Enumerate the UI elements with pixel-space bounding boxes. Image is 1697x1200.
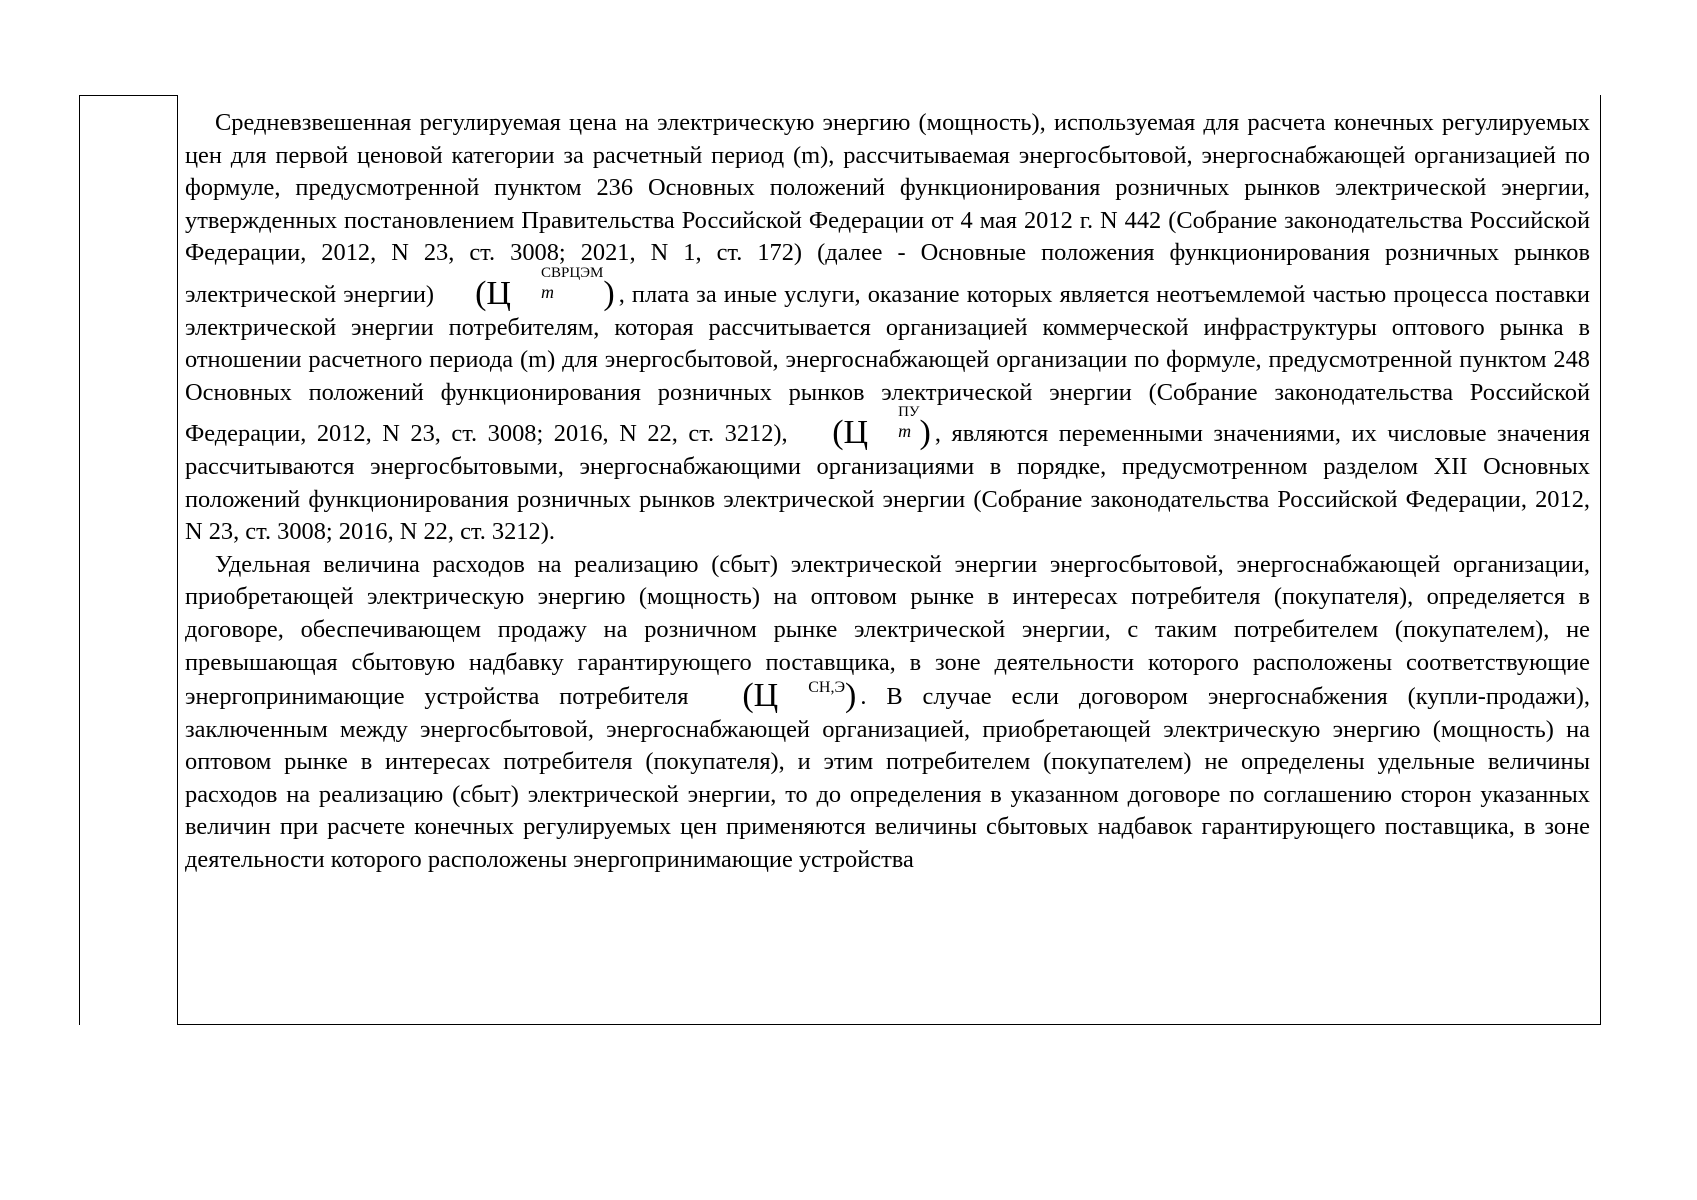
paragraph-2-text-a: Удельная величина расходов на реализацию (сбыт) электрической энергии энергосбытовой, энергоснабжающей организации, приобретающей электрическую энергию (мощность) на оптовом рынке в интересах потребителя (покупателя), определяется в договоре, обеспечивающем продажу на розничном рынке электрической энергии, с таким потребителем (покупателем), не превышающая сбытовую надбавку гарантирующего поставщика, в зоне деятельности которого расположены соответствующие энергопринимающие устройства потребителя xyxy=(185,550,1590,711)
formula-subscript: m xyxy=(540,281,554,302)
paragraph-2 xyxy=(185,549,1590,877)
formula-symbol: Ц xyxy=(486,274,511,312)
formula-open-paren: ( xyxy=(475,274,487,312)
formula-symbol: Ц xyxy=(753,677,779,715)
formula-symbol: Ц xyxy=(843,414,869,452)
paragraph-1-text-c: , являются переменными значениями, их числовые значения рассчитываются энергосбытовыми, энергоснабжающими организациями в порядке, предусмотренном разделом XII Основных положений функционирования розничных рынков электрической энергии (Собрание законодательства Российской Федерации, 2012, N 23, ст. 3008; 2016, N 22, ст. 3212). xyxy=(185,420,1591,546)
document-text xyxy=(185,107,1590,877)
formula-close-paren: ) xyxy=(845,677,857,715)
formula-subscript: m xyxy=(898,421,912,442)
paragraph-1-text-b: , плата за иные услуги, оказание которых является неотъемлемой частью процесса поставки электрической энергии потребителям, которая рассчитывается организацией коммерческой инфраструктуры оптового рынка в отношении расчетного периода (m) для энергосбытовой, энергоснабжающей организации по формуле, предусмотренной пунктом 248 Основных положений функционирования розничных рынков электрической энергии (Собрание законодательства Российской Федерации, 2012, N 23, ст. 3008; 2016, N 22, ст. 3212), xyxy=(185,280,1590,448)
formula-close-paren: ) xyxy=(603,274,615,312)
paragraph-2-text-b: . В случае если договором энергоснабжения (купли-продажи), заключенным между энергосбытовой, энергоснабжающей организацией, приобретающей электрическую энергию (мощность) на оптовом рынке в интересах потребителя (покупателя), и этим потребителем (покупателем) не определены удельные величины расходов на реализацию (сбыт) электрической энергии, то до определения в указанном договоре по соглашению сторон указанных величин при расчете конечных регулируемых цен применяются величины сбытовых надбавок гарантирующего поставщика, в зоне деятельности которого расположены энергопринимающие устройства xyxy=(185,683,1590,874)
formula-open-paren: ( xyxy=(742,677,754,715)
formula-superscript: СН,Э xyxy=(808,679,846,697)
formula-price-svrcem xyxy=(445,264,615,312)
formula-scripts xyxy=(511,264,604,302)
paragraph-1 xyxy=(185,107,1590,549)
paragraph-1-text-a: Средневзвешенная регулируемая цена на электрическую энергию (мощность), используемая для расчета конечных регулируемых цен для первой ценовой категории за расчетный период (m), рассчитываемая энергосбытовой, энергоснабжающей организацией по формуле, предусмотренной пунктом 236 Основных положений функционирования розничных рынков электрической энергии, утвержденных постановлением Правительства Российской Федерации от 4 мая 2012 г. N 442 (Собрание законодательства Российской Федерации, 2012, N 23, ст. 3008; 2021, N 1, ст. 172) (далее - Основные положения функционирования розничных рынков электрической энергии) xyxy=(185,109,1590,308)
formula-price-pu xyxy=(802,404,931,452)
table-left-cell xyxy=(79,95,177,1025)
formula-superscript: СВРЦЭМ xyxy=(540,264,604,281)
formula-superscript: ПУ xyxy=(898,404,920,421)
formula-scripts xyxy=(868,404,920,442)
table-main-cell xyxy=(177,95,1601,1025)
formula-close-paren: ) xyxy=(919,414,931,452)
formula-open-paren: ( xyxy=(832,414,844,452)
formula-price-sn-e xyxy=(712,679,856,713)
